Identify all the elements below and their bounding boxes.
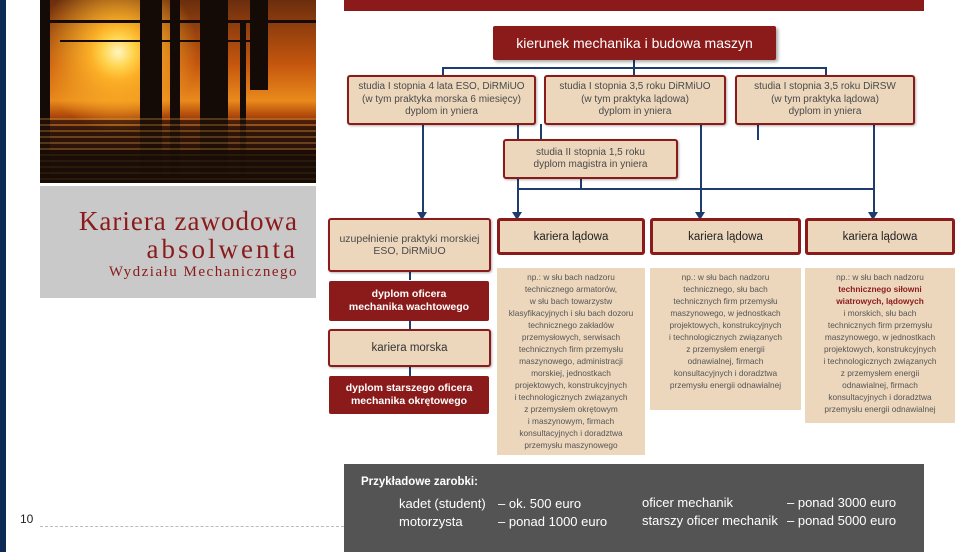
sunset-ship-photo (40, 0, 316, 183)
sea-career-box (328, 329, 491, 367)
land-career-label: kariera lądowa (533, 230, 609, 243)
land-career-desc-line: projektowych, konstrukcyjnych (514, 380, 628, 390)
sea-practice-line2: ESO, DiRMiUO (373, 245, 446, 257)
land-career-desc-line: odnawialnej, firmach (687, 356, 764, 366)
second-degree-line2: dyplom magistra in yniera (533, 159, 648, 170)
land-career-desc-line: technicznych firm przemysłu (518, 344, 624, 354)
land-career-pill-3 (805, 218, 955, 255)
study-line3: dyplom in yniera (788, 106, 862, 118)
land-career-desc-line: w słu bach towarzystw (529, 296, 613, 306)
land-career-desc-line: projektowych, konstrukcyjnych (669, 320, 782, 330)
page-number: 10 (20, 512, 34, 526)
land-career-desc-line: konsultacyjnych i doradztwa (828, 392, 932, 402)
land-career-desc-line: np.: w słu bach nadzoru (836, 272, 924, 282)
study-line3: dyplom in yniera (405, 106, 478, 118)
land-career-desc-line: projektowych, konstrukcyjnych (823, 344, 937, 354)
land-career-desc-1 (497, 268, 645, 455)
land-career-pill-1 (497, 218, 645, 255)
land-career-desc-line: przemysłu energii odnawialnej (669, 380, 782, 390)
career-title-line1: Kariera zawodowa (78, 206, 298, 236)
land-career-desc-line: wiatrowych, lądowych (836, 296, 924, 306)
study-line1: studia I stopnia 3,5 roku DiRMiUO (559, 81, 711, 93)
land-career-desc-line: przemysłu maszynowego (524, 440, 618, 450)
salary-value: – ponad 1000 euro (498, 514, 608, 529)
salary-name: motorzysta (399, 514, 463, 529)
study-line2: (w tym praktyka lądowa) (771, 93, 879, 105)
career-title-line2: absolwenta (146, 234, 298, 264)
study-line2: (w tym praktyka morska 6 miesięcy) (362, 93, 521, 105)
land-career-desc-line: technicznych firm przemysłu (827, 320, 933, 330)
land-career-desc-line: przemysłowych, serwisach (521, 332, 621, 342)
land-career-desc-line: konsultacyjnych i doradztwa (673, 368, 778, 378)
sea-practice-box (328, 218, 491, 272)
land-career-label: kariera lądowa (842, 230, 918, 243)
second-degree-line1: studia II stopnia 1,5 roku (536, 146, 645, 158)
land-career-desc-line: z przemysłem okrętowym (524, 404, 618, 414)
salary-value: – ponad 5000 euro (787, 513, 897, 528)
career-title-box (40, 186, 316, 298)
top-accent-bar (344, 0, 924, 11)
senior-officer-line2: mechanika okrętowego (350, 395, 468, 407)
land-career-desc-3 (805, 268, 955, 423)
sea-practice-line1: uzupełnienie praktyki morskiej (339, 232, 480, 245)
study-box-dirmiuo (544, 75, 726, 125)
left-edge-strip (0, 0, 6, 552)
land-career-desc-line: przemysłu energii odnawialnej (824, 404, 936, 414)
study-line1: studia I stopnia 4 lata ESO, DiRMiUO (358, 81, 525, 93)
land-career-desc-line: maszynowego, w jednostkach (824, 332, 936, 342)
land-career-pill-2 (650, 218, 801, 255)
senior-officer-line1: dyplom starszego oficera (345, 382, 473, 394)
sea-career-label: kariera morska (371, 341, 448, 354)
study-line1: studia I stopnia 3,5 roku DiRSW (754, 81, 896, 93)
program-header: kierunek mechanika i budowa maszyn (493, 26, 776, 60)
study-line3: dyplom in yniera (598, 106, 672, 118)
land-career-desc-line: technicznego zakładów (528, 320, 614, 330)
land-career-desc-line: i maszynowym, firmach (527, 416, 615, 426)
salary-name: kadet (student) (399, 496, 486, 511)
officer-diploma-line2: mechanika wachtowego (348, 301, 470, 313)
officer-diploma-box (329, 281, 489, 321)
land-career-desc-line: klasyfikacyjnych i słu bach dozoru (508, 308, 634, 318)
land-career-desc-line: technicznego armatorów, (524, 284, 618, 294)
land-career-desc-line: konsultacyjnych i doradztwa (519, 428, 623, 438)
land-career-desc-line: technicznego, słu bach (683, 284, 768, 294)
salary-value: – ponad 3000 euro (787, 495, 897, 510)
land-career-desc-line: i technologicznych związanych (514, 392, 628, 402)
land-career-desc-line: odnawialnej, firmach (842, 380, 918, 390)
second-degree-box (503, 139, 678, 179)
salary-label: Przykładowe zarobki: (361, 476, 478, 488)
senior-officer-box (329, 376, 489, 414)
study-box-eso (347, 75, 536, 125)
land-career-label: kariera lądowa (688, 230, 763, 243)
land-career-desc-line: maszynowego, administracji (519, 356, 623, 366)
land-career-desc-line: morskiej, jednostkach (531, 368, 611, 378)
salary-name: oficer mechanik (642, 495, 734, 510)
land-career-desc-line: i morskich, słu bach (843, 308, 917, 318)
land-career-desc-line: maszynowego, w jednostkach (670, 308, 781, 318)
land-career-desc-2 (650, 268, 801, 410)
study-line2: (w tym praktyka lądowa) (581, 93, 689, 105)
salary-name: starszy oficer mechanik (642, 513, 778, 528)
land-career-desc-line: i technologicznych związanych (823, 356, 937, 366)
land-career-desc-line: z przemysłem energii (686, 344, 765, 354)
footer-divider (40, 526, 344, 527)
officer-diploma-line1: dyplom oficera (371, 288, 447, 300)
salary-panel (344, 464, 924, 552)
land-career-desc-line: technicznych firm przemysłu (673, 296, 778, 306)
land-career-desc-line: np.: w słu bach nadzoru (527, 272, 615, 282)
salary-value: – ok. 500 euro (498, 496, 582, 511)
land-career-desc-line: i technologicznych związanych (669, 332, 782, 342)
career-title-line3: Wydziału Mechanicznego (108, 264, 298, 280)
land-career-desc-line: technicznego siłowni (838, 284, 922, 294)
land-career-desc-line: np.: w słu bach nadzoru (681, 272, 770, 282)
study-box-dirsw (735, 75, 915, 125)
land-career-desc-line: z przemysłem energii (840, 368, 920, 378)
